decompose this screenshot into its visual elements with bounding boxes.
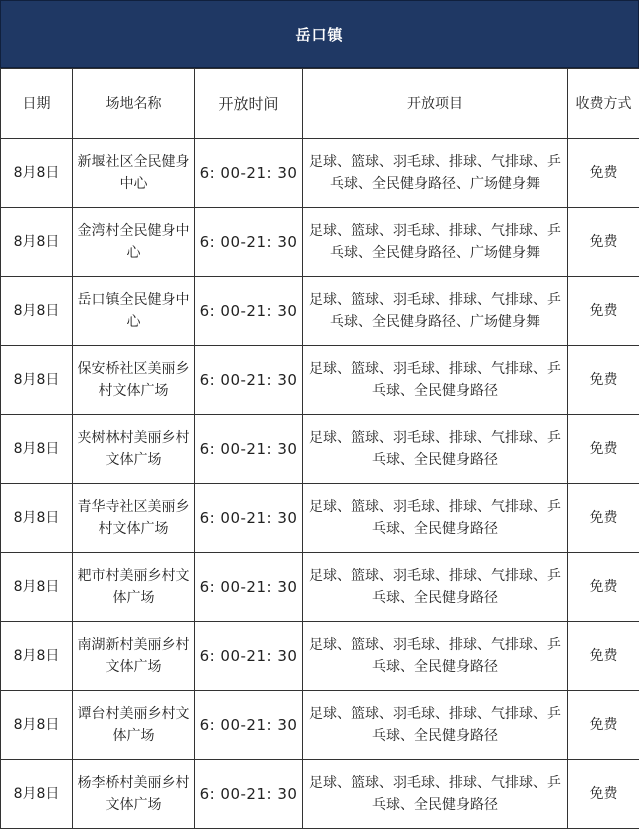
row-fee-text: 免费 (589, 579, 618, 595)
row-fee (568, 208, 639, 277)
table-row (1, 277, 639, 346)
row-time-text: 6: 00-21: 30 (199, 371, 298, 389)
row-items-text: 足球、篮球、羽毛球、排球、气排球、乒乓球、全民健身路径 (309, 637, 561, 675)
row-time-text: 6: 00-21: 30 (199, 233, 298, 251)
row-items (303, 346, 568, 415)
row-date (1, 484, 73, 553)
row-venue-text: 谭台村美丽乡村文体广场 (77, 706, 190, 744)
row-date-text: 8月8日 (13, 165, 60, 181)
row-items (303, 553, 568, 622)
row-time (195, 208, 303, 277)
row-time (195, 277, 303, 346)
row-time (195, 553, 303, 622)
row-fee (568, 484, 639, 553)
row-date (1, 277, 73, 346)
row-date (1, 415, 73, 484)
row-fee-text: 免费 (589, 786, 618, 802)
row-fee-text: 免费 (589, 648, 618, 664)
row-time-text: 6: 00-21: 30 (199, 164, 298, 182)
row-date-text: 8月8日 (13, 303, 60, 319)
row-items-text: 足球、篮球、羽毛球、排球、气排球、乒乓球、全民健身路径 (309, 775, 561, 813)
row-time (195, 760, 303, 829)
row-items (303, 760, 568, 829)
row-venue (73, 484, 195, 553)
row-time-text: 6: 00-21: 30 (199, 440, 298, 458)
row-venue-text: 岳口镇全民健身中心 (77, 292, 190, 330)
row-items-text: 足球、篮球、羽毛球、排球、气排球、乒乓球、全民健身路径 (309, 499, 561, 537)
row-venue (73, 691, 195, 760)
row-date (1, 553, 73, 622)
row-items-text: 足球、篮球、羽毛球、排球、气排球、乒乓球、全民健身路径、广场健身舞 (309, 154, 561, 192)
table-row (1, 346, 639, 415)
header-date: 日期 (1, 69, 73, 139)
row-items (303, 484, 568, 553)
row-time-text: 6: 00-21: 30 (199, 785, 298, 803)
row-fee-text: 免费 (589, 717, 618, 733)
row-time (195, 346, 303, 415)
row-items (303, 277, 568, 346)
row-items-text: 足球、篮球、羽毛球、排球、气排球、乒乓球、全民健身路径、广场健身舞 (309, 292, 561, 330)
row-venue (73, 346, 195, 415)
header-items: 开放项目 (303, 69, 568, 139)
row-venue-text: 金湾村全民健身中心 (77, 223, 190, 261)
row-time-text: 6: 00-21: 30 (199, 578, 298, 596)
row-fee (568, 553, 639, 622)
row-venue-text: 青华寺社区美丽乡村文体广场 (77, 499, 190, 537)
row-venue-text: 保安桥社区美丽乡村文体广场 (77, 361, 190, 399)
row-venue (73, 415, 195, 484)
row-time (195, 139, 303, 208)
table-row (1, 208, 639, 277)
row-date-text: 8月8日 (13, 579, 60, 595)
row-items (303, 691, 568, 760)
row-fee-text: 免费 (589, 234, 618, 250)
row-items-text: 足球、篮球、羽毛球、排球、气排球、乒乓球、全民健身路径 (309, 706, 561, 744)
row-date (1, 346, 73, 415)
row-fee (568, 346, 639, 415)
table-row (1, 760, 639, 829)
row-items (303, 622, 568, 691)
header-time: 开放时间 (195, 69, 303, 139)
row-date-text: 8月8日 (13, 441, 60, 457)
row-time-text: 6: 00-21: 30 (199, 716, 298, 734)
row-date-text: 8月8日 (13, 510, 60, 526)
row-venue-text: 新堰社区全民健身中心 (77, 154, 190, 192)
row-fee-text: 免费 (589, 165, 618, 181)
row-fee-text: 免费 (589, 303, 618, 319)
row-time (195, 484, 303, 553)
row-date-text: 8月8日 (13, 234, 60, 250)
table-row (1, 415, 639, 484)
row-fee (568, 415, 639, 484)
header-venue: 场地名称 (73, 69, 195, 139)
table-row (1, 622, 639, 691)
row-fee (568, 691, 639, 760)
row-items-text: 足球、篮球、羽毛球、排球、气排球、乒乓球、全民健身路径 (309, 568, 561, 606)
header-fee: 收费方式 (568, 69, 639, 139)
row-fee (568, 760, 639, 829)
row-date (1, 208, 73, 277)
row-date-text: 8月8日 (13, 717, 60, 733)
row-venue (73, 208, 195, 277)
table-row (1, 484, 639, 553)
row-items (303, 415, 568, 484)
row-fee-text: 免费 (589, 510, 618, 526)
row-time-text: 6: 00-21: 30 (199, 509, 298, 527)
row-time-text: 6: 00-21: 30 (199, 647, 298, 665)
row-time-text: 6: 00-21: 30 (199, 302, 298, 320)
row-venue-text: 耙市村美丽乡村文体广场 (77, 568, 190, 606)
row-items-text: 足球、篮球、羽毛球、排球、气排球、乒乓球、全民健身路径、广场健身舞 (309, 223, 561, 261)
row-fee (568, 622, 639, 691)
row-time (195, 691, 303, 760)
table-title: 岳口镇 (0, 0, 639, 68)
row-venue (73, 622, 195, 691)
venue-schedule-table (0, 68, 639, 829)
row-time (195, 415, 303, 484)
row-items-text: 足球、篮球、羽毛球、排球、气排球、乒乓球、全民健身路径 (309, 430, 561, 468)
row-date (1, 139, 73, 208)
row-date (1, 622, 73, 691)
row-date-text: 8月8日 (13, 786, 60, 802)
row-venue (73, 277, 195, 346)
row-venue-text: 南湖新村美丽乡村文体广场 (77, 637, 190, 675)
row-venue-text: 夹树林村美丽乡村文体广场 (77, 430, 190, 468)
row-items (303, 208, 568, 277)
table-row (1, 139, 639, 208)
row-venue (73, 139, 195, 208)
table-row (1, 553, 639, 622)
row-fee (568, 277, 639, 346)
table-row (1, 691, 639, 760)
row-venue-text: 杨李桥村美丽乡村文体广场 (77, 775, 190, 813)
row-venue (73, 760, 195, 829)
row-fee (568, 139, 639, 208)
row-fee-text: 免费 (589, 441, 618, 457)
row-items-text: 足球、篮球、羽毛球、排球、气排球、乒乓球、全民健身路径 (309, 361, 561, 399)
row-date-text: 8月8日 (13, 648, 60, 664)
row-items (303, 139, 568, 208)
row-time (195, 622, 303, 691)
row-fee-text: 免费 (589, 372, 618, 388)
header-row (1, 69, 639, 139)
row-date-text: 8月8日 (13, 372, 60, 388)
row-venue (73, 553, 195, 622)
row-date (1, 760, 73, 829)
row-date (1, 691, 73, 760)
